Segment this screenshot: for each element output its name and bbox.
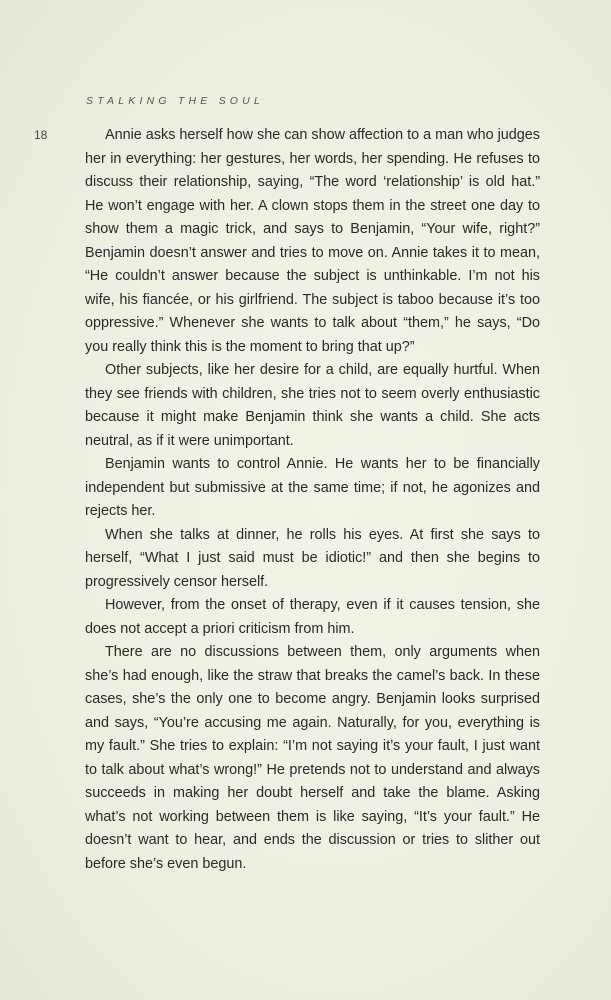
paragraph: However, from the onset of therapy, even if it causes tension, she does not accept a priori criticism from him. [85, 597, 540, 637]
paragraph: Annie asks herself how she can show affection to a man who judges her in everything: her gestures, her words, her spending. He refuses to discuss their relationship, saying, “The word ‘relationship’ is old hat.” He won’t engage with her. A clown stops them in the street one day to show them a magic trick, and says to Benjamin, “Your wife, right?” Benjamin doesn’t answer and tries to move on. Annie takes it to mean, “He couldn’t answer because the subject is unthinkable. I’m not his wife, his fiancée, or his girlfriend. The subject is taboo because it’s too oppressive.” Whenever she wants to talk about “them,” he says, “Do you really think this is the moment to bring that up?” [85, 127, 540, 355]
running-head: STALKING THE SOUL [86, 95, 264, 107]
body-text [85, 124, 540, 876]
paragraph: Other subjects, like her desire for a child, are equally hurtful. When they see friends with children, she tries not to seem overly enthusiastic because it might make Benjamin think she wants a child. She acts neutral, as if it were unimportant. [85, 362, 540, 449]
page-number: 18 [34, 128, 48, 142]
paragraph: When she talks at dinner, he rolls his eyes. At first she says to herself, “What I just said must be idiotic!” and then she begins to progressively censor herself. [85, 526, 540, 590]
paragraph: Benjamin wants to control Annie. He wants her to be financially independent but submissive at the same time; if not, he agonizes and rejects her. [85, 456, 540, 519]
paragraph: There are no discussions between them, only arguments when she’s had enough, like the straw that breaks the camel’s back. In these cases, she’s the only one to become angry. Benjamin looks surprised and says, “You’re accusing me again. Naturally, for you, everything is my fault.” She tries to explain: “I’m not saying it’s your fault, I just want to talk about what’s wrong!” He pretends not to understand and always succeeds in making her doubt herself and take the blame. Asking what’s not working between them is like saying, “It’s your fault.” He doesn’t want to hear, and ends the discussion or tries to slither out before she’s even begun. [85, 644, 540, 872]
